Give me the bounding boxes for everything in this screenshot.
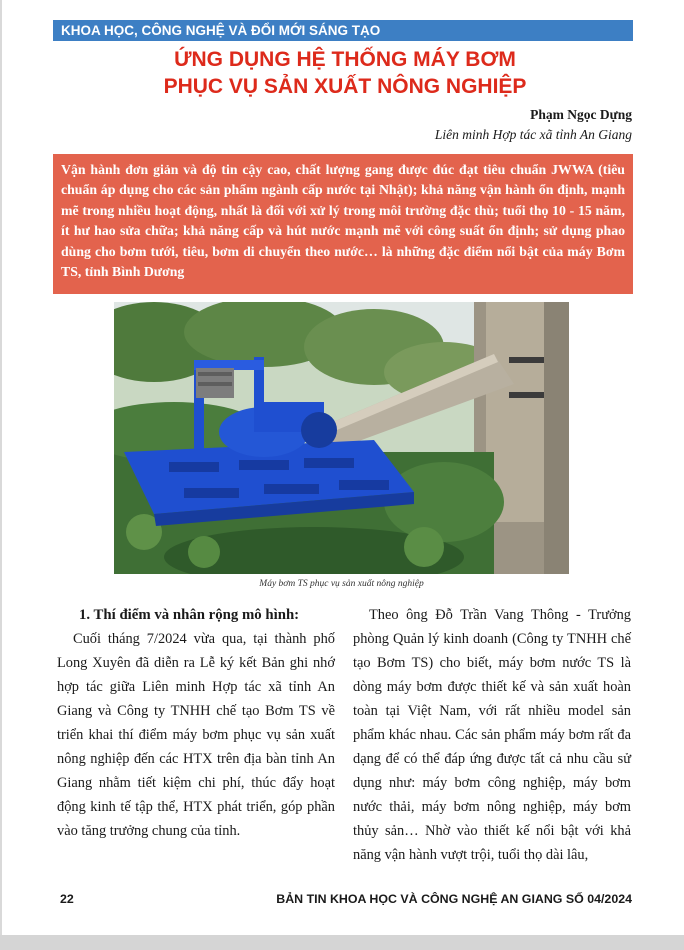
body-paragraph-left: Cuối tháng 7/2024 vừa qua, tại thành phố Long Xuyên đã diễn ra Lễ ký kết Bản ghi nhớ hợp tác giữa Liên minh Hợp tác xã tỉnh An Giang và Công ty TNHH chế tạo Bơm TS về triển khai thí điểm máy bơm phục vụ sản xuất nông nghiệp đến các HTX trên địa bàn tỉnh An Giang nhằm tiết kiệm chi phí, thúc đẩy hoạt động kinh tế tập thể, HTX phát triển, góp phần vào tăng trưởng chung của tỉnh.: [57, 631, 335, 839]
author-block: [435, 105, 632, 145]
body-column-left: [57, 603, 335, 843]
author-name: Phạm Ngọc Dựng: [530, 107, 632, 122]
page-number: 22: [60, 892, 74, 906]
section-header: KHOA HỌC, CÔNG NGHỆ VÀ ĐỔI MỚI SÁNG TẠO: [53, 20, 633, 41]
body-column-right: [353, 603, 631, 867]
pump-photo-illustration: [114, 302, 569, 574]
author-organization: Liên minh Hợp tác xã tỉnh An Giang: [434, 127, 632, 142]
article-title-line-1: ỨNG DỤNG HỆ THỐNG MÁY BƠM: [174, 48, 516, 71]
pump-photo: [114, 302, 569, 574]
photo-caption: Máy bơm TS phục vụ sản xuất nông nghiệp: [259, 579, 424, 589]
section-heading: 1. Thí điểm và nhân rộng mô hình:: [79, 607, 300, 623]
article-title-line-2: PHỤC VỤ SẢN XUẤT NÔNG NGHIỆP: [163, 75, 527, 98]
page-footer: [52, 889, 632, 909]
body-paragraph-right: Theo ông Đỗ Trần Vang Thông - Trưởng phòng Quản lý kinh doanh (Công ty TNHH chế tạo Bơm TS) cho biết, máy bơm nước TS là dòng máy bơm được thiết kế và sản xuất hoàn toàn tại Việt Nam, với rất nhiều model sản phẩm khác nhau. Các sản phẩm máy bơm rất đa dạng để có thể đáp ứng được tất cả nhu cầu sử dụng như: máy bơm công nghiệp, máy bơm nước thải, máy bơm nông nghiệp, máy bơm thủy sản… Nhờ vào thiết kế nổi bật với khả năng vận hành vượt trội, tuổi thọ dài lâu,: [353, 607, 631, 863]
bottom-edge: [0, 935, 684, 950]
lead-summary-box: Vận hành đơn giản và độ tin cậy cao, chất lượng gang được đúc đạt tiêu chuẩn JWWA (tiêu chuẩn áp dụng cho các sản phẩm ngành cấp nước tại Nhật); khả năng vận hành ổn định, mạnh mẽ trong nhiều hoạt động, nhất là đối với xử lý trong môi trường đặc thù; tuổi thọ 10 - 15 năm, ít hư hao sửa chữa; khả năng cấp và hút nước mạnh mẽ với công suất ổn định; sử dụng phao dùng cho bơm tưới, tiêu, bơm di chuyển theo nước… là những đặc điểm nổi bật của máy Bơm TS, tỉnh Bình Dương: [53, 154, 633, 294]
publication-name: BẢN TIN KHOA HỌC VÀ CÔNG NGHỆ AN GIANG SỐ 04/2024: [276, 892, 632, 906]
article-title: [60, 46, 630, 100]
